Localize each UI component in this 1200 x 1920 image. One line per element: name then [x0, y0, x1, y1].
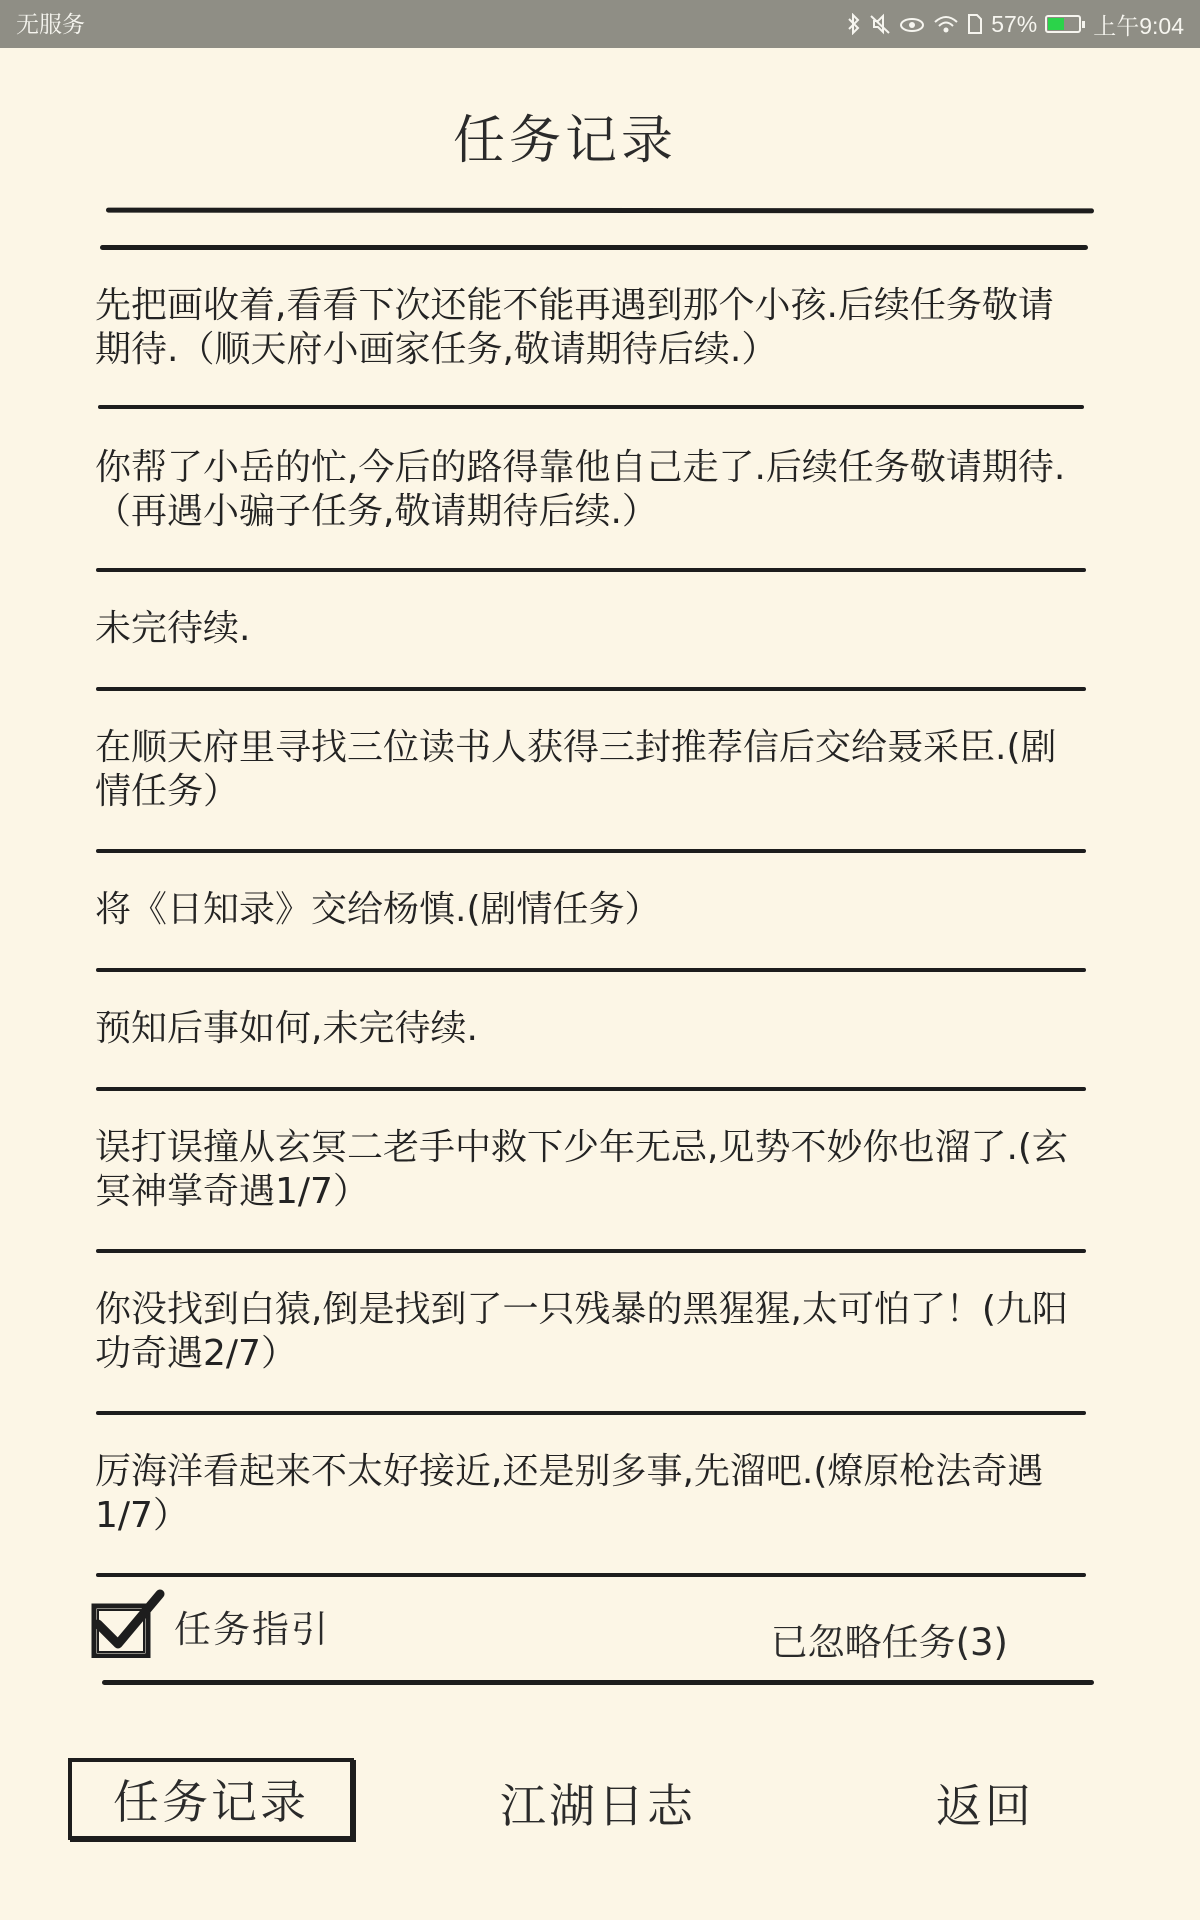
quest-item[interactable]: 误打误撞从玄冥二老手中救下少年无忌,见势不妙你也溜了.(玄冥神掌奇遇1/7）	[95, 1127, 1068, 1212]
tab-quest-log[interactable]	[68, 1758, 354, 1840]
bluetooth-icon	[847, 13, 861, 35]
status-bar	[0, 0, 1200, 48]
quest-item[interactable]: 你帮了小岳的忙,今后的路得靠他自己走了.后续任务敬请期待.（再遇小骗子任务,敬请期待后续.）	[95, 447, 1066, 532]
page-title: 任务记录	[452, 111, 677, 171]
quest-item[interactable]: 未完待续.	[95, 608, 251, 649]
quest-divider	[96, 568, 1086, 572]
status-icons	[847, 0, 1184, 48]
quest-divider	[96, 1087, 1086, 1091]
quest-guide-label: 任务指引	[174, 1608, 330, 1651]
sim-icon	[967, 13, 983, 35]
quest-divider	[96, 1573, 1086, 1577]
quest-divider	[96, 968, 1086, 972]
quest-divider	[96, 1249, 1086, 1253]
quest-divider	[96, 687, 1086, 691]
quest-divider	[98, 405, 1084, 409]
tab-journal[interactable]: 江湖日志	[500, 1779, 696, 1833]
clock: 上午9:04	[1093, 12, 1184, 39]
tab-quest-log-label: 任务记录	[113, 1775, 309, 1829]
title-divider-top	[106, 208, 1094, 214]
quest-divider	[96, 849, 1086, 853]
quest-item[interactable]: 在顺天府里寻找三位读书人获得三封推荐信后交给聂采臣.(剧情任务）	[95, 727, 1057, 812]
quest-item[interactable]: 将《日知录》交给杨慎.(剧情任务）	[95, 889, 661, 930]
eye-comfort-icon	[899, 14, 925, 34]
quest-item[interactable]: 你没找到白猿,倒是找到了一只残暴的黑猩猩,太可怕了！(九阳功奇遇2/7）	[95, 1289, 1068, 1374]
quest-item[interactable]: 预知后事如何,未完待续.	[95, 1008, 478, 1049]
ignored-quests-button[interactable]: 已忽略任务(3)	[770, 1621, 1008, 1664]
battery-level	[1048, 18, 1064, 30]
title-divider-bottom	[100, 245, 1088, 250]
quest-guide-toggle[interactable]	[92, 1596, 330, 1656]
battery-percent: 57%	[991, 10, 1038, 37]
wifi-icon	[933, 14, 959, 34]
carrier-text: 无服务	[16, 11, 85, 37]
quest-item[interactable]: 厉海洋看起来不太好接近,还是别多事,先溜吧.(燎原枪法奇遇1/7）	[95, 1451, 1044, 1536]
quest-divider	[96, 1411, 1086, 1415]
options-divider	[102, 1680, 1094, 1685]
checkmark-icon	[88, 1588, 168, 1658]
quest-item[interactable]: 先把画收着,看看下次还能不能再遇到那个小孩.后续任务敬请期待.（顺天府小画家任务,敬请期待后续.）	[95, 285, 1054, 370]
quest-guide-checkbox[interactable]	[92, 1596, 154, 1656]
mute-icon	[869, 13, 891, 35]
back-button[interactable]: 返回	[936, 1779, 1034, 1833]
battery-icon	[1045, 15, 1081, 33]
